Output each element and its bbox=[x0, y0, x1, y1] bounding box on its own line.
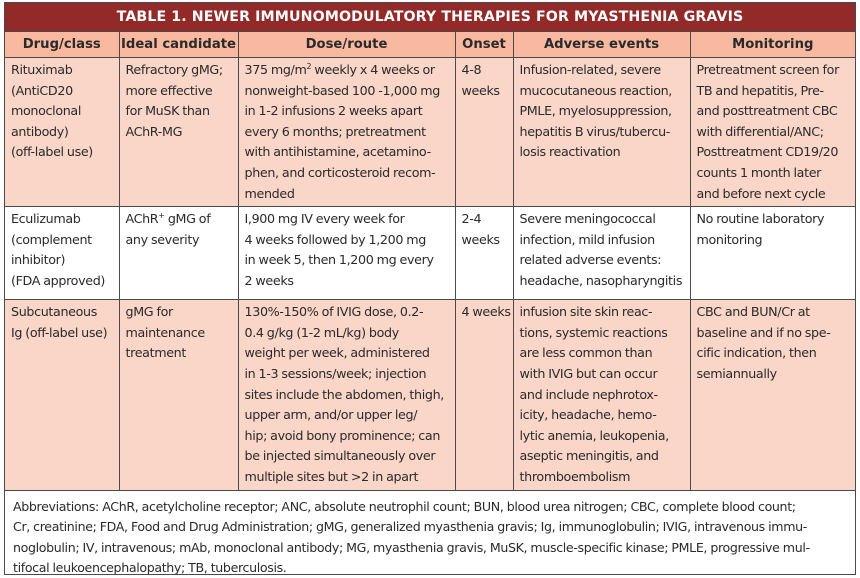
cell-line: phen, and corticosteroid recom- bbox=[244, 164, 436, 180]
cell-line: antibody) bbox=[11, 123, 69, 139]
cell-line: weeks bbox=[461, 231, 500, 247]
cell-onset bbox=[455, 58, 513, 207]
cell-line: thromboembolism bbox=[519, 468, 631, 484]
footnote-line: noglobulin; IV, intravenous; mAb, monoclonal antibody; MG, myasthenia gravis, MuSK, muscle-specific kinase; PMLE, progressive mul- bbox=[13, 539, 810, 555]
cell-line: nonweight-based 100 -1,000 mg bbox=[244, 82, 440, 98]
cell-line: counts 1 month later bbox=[696, 164, 822, 180]
cell-line: with differential/ANC; bbox=[696, 123, 824, 139]
cell-line: hepatitis B virus/tubercu- bbox=[519, 123, 671, 139]
cell-line: TB and hepatitis, Pre- bbox=[696, 82, 824, 98]
cell-drug-class bbox=[5, 207, 119, 300]
cell-line: (complement bbox=[11, 231, 92, 247]
cell-line: weeks bbox=[461, 82, 500, 98]
cell-line: losis reactivation bbox=[519, 144, 621, 160]
header-drug-class: Drug/class bbox=[5, 32, 119, 58]
cell-line: Eculizumab bbox=[11, 211, 81, 227]
cell-line: Subcutaneous bbox=[11, 304, 97, 320]
candidate-text: gMG of bbox=[164, 211, 211, 227]
cell-adverse-events bbox=[513, 300, 690, 490]
cell-line: related adverse events: bbox=[519, 252, 662, 268]
footnote-line: tifocal leukoencephalopathy; TB, tuberculosis. bbox=[13, 560, 287, 575]
table-row-subcutaneous-ig bbox=[5, 300, 855, 490]
cell-line: gMG for bbox=[125, 304, 173, 320]
cell-line: monitoring bbox=[696, 231, 763, 247]
table-row-rituximab bbox=[5, 58, 855, 207]
cell-line: sites include the abdomen, thigh, bbox=[244, 386, 444, 402]
cell-line: hip; avoid bony prominence; can bbox=[244, 427, 441, 443]
cell-line: Ig (off-label use) bbox=[11, 324, 108, 340]
header-adverse-events: Adverse events bbox=[513, 32, 690, 58]
cell-line: maintenance bbox=[125, 324, 205, 340]
cell-line: lytic anemia, leukopenia, bbox=[519, 427, 669, 443]
cell-line: be injected simultaneously over bbox=[244, 448, 436, 464]
cell-ideal-candidate bbox=[119, 300, 238, 490]
cell-line: (AntiCD20 bbox=[11, 82, 73, 98]
header-dose-route: Dose/route bbox=[238, 32, 455, 58]
cell-monitoring bbox=[690, 207, 855, 300]
footnote-line: Cr, creatinine; FDA, Food and Drug Administration; gMG, generalized myasthenia gravis; Ig, immunoglobulin; IVIG, intravenous immu- bbox=[13, 519, 807, 534]
cell-line: and before next cycle bbox=[696, 185, 826, 201]
footnote-line: Abbreviations: AChR, acetylcholine receptor; ANC, absolute neutrophil count; BUN, blood urea nitrogen; CBC, complete blood count; bbox=[13, 498, 796, 514]
cell-line: 130%-150% of IVIG dose, 0.2- bbox=[244, 304, 424, 320]
cell-line: multiple sites but >2 in apart bbox=[244, 468, 419, 484]
cell-line: every 6 months; pretreatment bbox=[244, 123, 426, 139]
therapy-table bbox=[5, 32, 855, 491]
cell-line: upper arm, and/or upper leg/ bbox=[244, 407, 418, 423]
cell-line: Infusion-related, severe bbox=[519, 62, 661, 77]
cell-line: 0.4 g/kg (1-2 mL/kg) body bbox=[244, 324, 399, 340]
cell-dose-route bbox=[238, 58, 455, 207]
cell-line: No routine laboratory bbox=[696, 211, 825, 227]
cell-line: (off-label use) bbox=[11, 144, 93, 160]
cell-line: more effective bbox=[125, 82, 213, 98]
cell-line: icity, headache, hemo- bbox=[519, 407, 657, 423]
cell-dose-route bbox=[238, 300, 455, 490]
cell-line: cific indication, then bbox=[696, 345, 817, 361]
cell-line: 2 weeks bbox=[244, 272, 294, 288]
abbreviations-footnote bbox=[5, 491, 855, 576]
header-monitoring: Monitoring bbox=[690, 32, 855, 58]
cell-adverse-events bbox=[513, 207, 690, 300]
cell-line: inhibitor) bbox=[11, 252, 66, 268]
cell-line: mucocutaneous reaction, bbox=[519, 82, 672, 98]
cell-line: in 1-3 sessions/week; injection bbox=[244, 365, 427, 381]
table-title: TABLE 1. NEWER IMMUNOMODULATORY THERAPIES FOR MYASTHENIA GRAVIS bbox=[5, 3, 855, 32]
cell-line: Rituximab bbox=[11, 62, 73, 77]
cell-line: infection, mild infusion bbox=[519, 231, 655, 247]
cell-line: 4 weeks followed by 1,200 mg bbox=[244, 231, 426, 247]
cell-onset bbox=[455, 207, 513, 300]
dose-lines bbox=[245, 81, 450, 205]
dose-first-line bbox=[245, 60, 450, 81]
cell-line: semiannually bbox=[696, 365, 777, 381]
header-onset: Onset bbox=[455, 32, 513, 58]
cell-line: baseline and if no spe- bbox=[696, 324, 831, 340]
cell-line: mended bbox=[244, 185, 295, 201]
candidate-text: AChR bbox=[125, 211, 159, 227]
cell-line: (FDA approved) bbox=[11, 272, 106, 288]
cell-line: 4 weeks bbox=[461, 304, 511, 320]
cell-line: with IVIG but can occur bbox=[519, 365, 658, 381]
cell-line: CBC and BUN/Cr at bbox=[696, 304, 810, 320]
candidate-lines bbox=[126, 230, 233, 251]
cell-onset bbox=[455, 300, 513, 490]
cell-line: Posttreatment CD19/20 bbox=[696, 144, 839, 160]
cell-line: monoclonal bbox=[11, 103, 82, 119]
cell-line: are less common than bbox=[519, 345, 653, 361]
cell-line: I,900 mg IV every week for bbox=[244, 211, 405, 227]
cell-line: 4-8 bbox=[461, 62, 482, 77]
superscript: 2 bbox=[306, 62, 312, 71]
cell-drug-class bbox=[5, 300, 119, 490]
dose-text: weekly x 4 weeks or bbox=[311, 62, 435, 77]
cell-line: for MuSK than bbox=[125, 103, 210, 119]
cell-ideal-candidate bbox=[119, 58, 238, 207]
cell-line: headache, nasopharyngitis bbox=[519, 272, 683, 288]
cell-line: and posttreatment CBC bbox=[696, 103, 838, 119]
cell-line: in 1-2 infusions 2 weeks apart bbox=[244, 103, 423, 119]
cell-adverse-events bbox=[513, 58, 690, 207]
cell-line: weight per week, administered bbox=[244, 345, 430, 361]
table-row-eculizumab bbox=[5, 207, 855, 300]
header-row bbox=[5, 32, 855, 58]
therapy-table-container bbox=[4, 2, 856, 575]
cell-line: Refractory gMG; bbox=[125, 62, 223, 77]
cell-monitoring bbox=[690, 300, 855, 490]
candidate-first-line bbox=[126, 209, 233, 230]
cell-line: in week 5, then 1,200 mg every bbox=[244, 252, 434, 268]
cell-line: PMLE, myelosuppression, bbox=[519, 103, 672, 119]
cell-line: any severity bbox=[125, 231, 200, 247]
cell-line: tions, systemic reactions bbox=[519, 324, 668, 340]
cell-line: with antihistamine, acetamino- bbox=[244, 144, 431, 160]
cell-line: 2-4 bbox=[461, 211, 482, 227]
cell-line: treatment bbox=[125, 345, 186, 361]
cell-dose-route bbox=[238, 207, 455, 300]
cell-ideal-candidate bbox=[119, 207, 238, 300]
cell-line: Pretreatment screen for bbox=[696, 62, 839, 77]
cell-drug-class bbox=[5, 58, 119, 207]
cell-line: and include nephrotox- bbox=[519, 386, 658, 402]
cell-line: aseptic meningitis, and bbox=[519, 448, 659, 464]
header-ideal-candidate: Ideal candidate bbox=[119, 32, 238, 58]
superscript: + bbox=[158, 211, 165, 221]
cell-monitoring bbox=[690, 58, 855, 207]
cell-line: Severe meningococcal bbox=[519, 211, 656, 227]
cell-line: infusion site skin reac- bbox=[519, 304, 653, 320]
cell-line: AChR-MG bbox=[125, 123, 183, 139]
dose-text: 375 mg/m bbox=[244, 62, 307, 77]
